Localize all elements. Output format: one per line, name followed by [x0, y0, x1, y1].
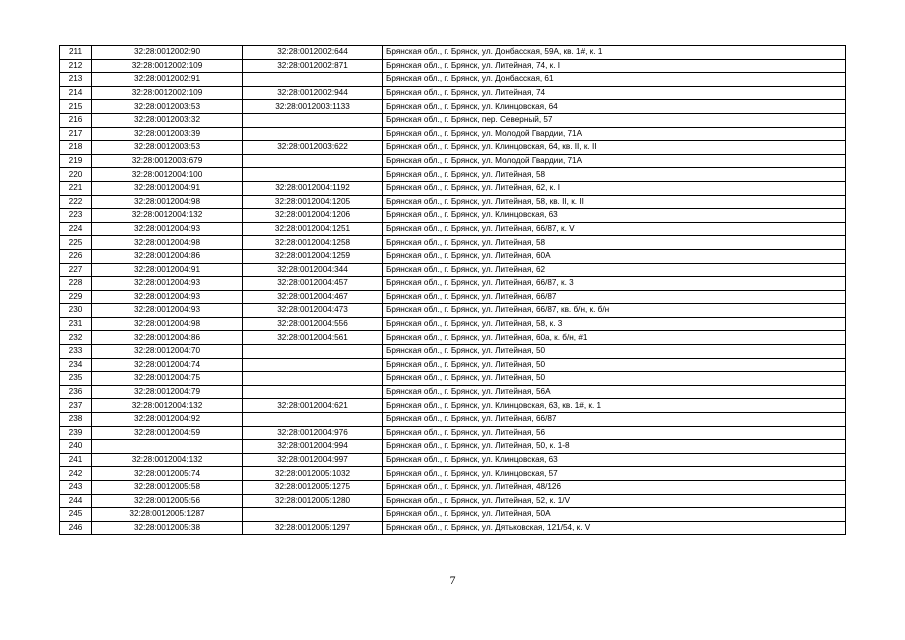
row-number-cell: 243: [60, 481, 92, 495]
address-cell: Брянская обл., г. Брянск, ул. Литейная, 60А: [383, 249, 846, 263]
row-number-cell: 235: [60, 372, 92, 386]
table-row: [60, 141, 846, 155]
table-row: [60, 453, 846, 467]
table-row: [60, 290, 846, 304]
table-body: [60, 46, 846, 535]
address-cell: Брянская обл., г. Брянск, ул. Литейная, 56А: [383, 385, 846, 399]
address-cell: Брянская обл., г. Брянск, ул. Донбасская, 59А, кв. 1#, к. 1: [383, 46, 846, 60]
row-number-cell: 237: [60, 399, 92, 413]
row-number-cell: 219: [60, 154, 92, 168]
address-cell: Брянская обл., г. Брянск, ул. Литейная, 62, к. I: [383, 181, 846, 195]
land-cadastral-number-cell: 32:28:0012004:98: [92, 236, 243, 250]
row-number-cell: 239: [60, 426, 92, 440]
table-row: [60, 481, 846, 495]
address-cell: Брянская обл., г. Брянск, ул. Литейная, 48/126: [383, 481, 846, 495]
table-row: [60, 494, 846, 508]
row-number-cell: 228: [60, 277, 92, 291]
land-cadastral-number-cell: 32:28:0012004:132: [92, 399, 243, 413]
address-cell: Брянская обл., г. Брянск, ул. Литейная, 50: [383, 372, 846, 386]
row-number-cell: 226: [60, 249, 92, 263]
row-number-cell: 215: [60, 100, 92, 114]
address-cell: Брянская обл., г. Брянск, ул. Литейная, 60а, к. б/н, #1: [383, 331, 846, 345]
object-cadastral-number-cell: 32:28:0012004:344: [243, 263, 383, 277]
land-cadastral-number-cell: 32:28:0012003:679: [92, 154, 243, 168]
object-cadastral-number-cell: 32:28:0012004:976: [243, 426, 383, 440]
land-cadastral-number-cell: 32:28:0012004:132: [92, 453, 243, 467]
address-cell: Брянская обл., г. Брянск, ул. Литейная, 66/87: [383, 413, 846, 427]
land-cadastral-number-cell: 32:28:0012005:58: [92, 481, 243, 495]
row-number-cell: 232: [60, 331, 92, 345]
address-cell: Брянская обл., г. Брянск, ул. Клинцовская, 57: [383, 467, 846, 481]
land-cadastral-number-cell: 32:28:0012002:90: [92, 46, 243, 60]
address-cell: Брянская обл., г. Брянск, ул. Литейная, 52, к. 1/V: [383, 494, 846, 508]
table-row: [60, 86, 846, 100]
address-cell: Брянская обл., г. Брянск, ул. Донбасская, 61: [383, 73, 846, 87]
table-row: [60, 372, 846, 386]
row-number-cell: 238: [60, 413, 92, 427]
address-cell: Брянская обл., г. Брянск, ул. Литейная, 74, к. I: [383, 59, 846, 73]
row-number-cell: 229: [60, 290, 92, 304]
land-cadastral-number-cell: 32:28:0012004:91: [92, 181, 243, 195]
table-row: [60, 426, 846, 440]
land-cadastral-number-cell: [92, 440, 243, 454]
table-row: [60, 440, 846, 454]
row-number-cell: 223: [60, 209, 92, 223]
table-row: [60, 358, 846, 372]
object-cadastral-number-cell: 32:28:0012002:944: [243, 86, 383, 100]
object-cadastral-number-cell: 32:28:0012004:1205: [243, 195, 383, 209]
address-cell: Брянская обл., г. Брянск, ул. Литейная, 56: [383, 426, 846, 440]
address-cell: Брянская обл., г. Брянск, ул. Литейная, 50: [383, 358, 846, 372]
table-row: [60, 127, 846, 141]
object-cadastral-number-cell: [243, 154, 383, 168]
land-cadastral-number-cell: 32:28:0012004:100: [92, 168, 243, 182]
table-row: [60, 304, 846, 318]
land-cadastral-number-cell: 32:28:0012004:86: [92, 331, 243, 345]
address-cell: Брянская обл., г. Брянск, ул. Литейная, 50: [383, 345, 846, 359]
row-number-cell: 218: [60, 141, 92, 155]
address-cell: Брянская обл., г. Брянск, ул. Литейная, 50, к. 1-8: [383, 440, 846, 454]
land-cadastral-number-cell: 32:28:0012004:93: [92, 277, 243, 291]
object-cadastral-number-cell: 32:28:0012003:1133: [243, 100, 383, 114]
land-cadastral-number-cell: 32:28:0012005:1287: [92, 508, 243, 522]
object-cadastral-number-cell: 32:28:0012003:622: [243, 141, 383, 155]
object-cadastral-number-cell: [243, 413, 383, 427]
address-cell: Брянская обл., г. Брянск, ул. Литейная, 58, к. 3: [383, 317, 846, 331]
table-row: [60, 467, 846, 481]
address-cell: Брянская обл., г. Брянск, ул. Литейная, 66/87, к. V: [383, 222, 846, 236]
row-number-cell: 230: [60, 304, 92, 318]
object-cadastral-number-cell: [243, 168, 383, 182]
address-cell: Брянская обл., г. Брянск, ул. Литейная, 58: [383, 168, 846, 182]
row-number-cell: 216: [60, 113, 92, 127]
table-row: [60, 249, 846, 263]
address-cell: Брянская обл., г. Брянск, ул. Литейная, 62: [383, 263, 846, 277]
land-cadastral-number-cell: 32:28:0012003:53: [92, 100, 243, 114]
table-row: [60, 413, 846, 427]
object-cadastral-number-cell: 32:28:0012004:1251: [243, 222, 383, 236]
address-cell: Брянская обл., г. Брянск, ул. Молодой Гвардии, 71А: [383, 127, 846, 141]
table-row: [60, 521, 846, 535]
row-number-cell: 233: [60, 345, 92, 359]
row-number-cell: 221: [60, 181, 92, 195]
address-cell: Брянская обл., г. Брянск, ул. Клинцовская, 64, кв. II, к. II: [383, 141, 846, 155]
object-cadastral-number-cell: 32:28:0012004:994: [243, 440, 383, 454]
row-number-cell: 217: [60, 127, 92, 141]
land-cadastral-number-cell: 32:28:0012003:32: [92, 113, 243, 127]
row-number-cell: 220: [60, 168, 92, 182]
object-cadastral-number-cell: [243, 113, 383, 127]
object-cadastral-number-cell: 32:28:0012004:561: [243, 331, 383, 345]
table-row: [60, 168, 846, 182]
object-cadastral-number-cell: 32:28:0012004:473: [243, 304, 383, 318]
object-cadastral-number-cell: 32:28:0012002:644: [243, 46, 383, 60]
row-number-cell: 246: [60, 521, 92, 535]
table-row: [60, 154, 846, 168]
table-row: [60, 73, 846, 87]
object-cadastral-number-cell: 32:28:0012004:1258: [243, 236, 383, 250]
table-row: [60, 222, 846, 236]
land-cadastral-number-cell: 32:28:0012004:70: [92, 345, 243, 359]
address-cell: Брянская обл., г. Брянск, ул. Дятьковская, 121/54, к. V: [383, 521, 846, 535]
object-cadastral-number-cell: [243, 358, 383, 372]
object-cadastral-number-cell: [243, 345, 383, 359]
table-row: [60, 59, 846, 73]
row-number-cell: 241: [60, 453, 92, 467]
table-row: [60, 331, 846, 345]
object-cadastral-number-cell: [243, 73, 383, 87]
row-number-cell: 236: [60, 385, 92, 399]
object-cadastral-number-cell: 32:28:0012004:1206: [243, 209, 383, 223]
table-row: [60, 345, 846, 359]
table-row: [60, 46, 846, 60]
object-cadastral-number-cell: 32:28:0012004:621: [243, 399, 383, 413]
row-number-cell: 212: [60, 59, 92, 73]
table-row: [60, 277, 846, 291]
land-cadastral-number-cell: 32:28:0012002:91: [92, 73, 243, 87]
row-number-cell: 214: [60, 86, 92, 100]
land-cadastral-number-cell: 32:28:0012004:74: [92, 358, 243, 372]
address-cell: Брянская обл., г. Брянск, ул. Литейная, 66/87, кв. б/н, к. б/н: [383, 304, 846, 318]
land-cadastral-number-cell: 32:28:0012003:39: [92, 127, 243, 141]
land-cadastral-number-cell: 32:28:0012004:98: [92, 195, 243, 209]
row-number-cell: 225: [60, 236, 92, 250]
row-number-cell: 227: [60, 263, 92, 277]
land-cadastral-number-cell: 32:28:0012005:74: [92, 467, 243, 481]
object-cadastral-number-cell: [243, 508, 383, 522]
address-cell: Брянская обл., г. Брянск, ул. Клинцовская, 64: [383, 100, 846, 114]
object-cadastral-number-cell: [243, 372, 383, 386]
table-row: [60, 317, 846, 331]
address-cell: Брянская обл., г. Брянск, ул. Литейная, 66/87, к. 3: [383, 277, 846, 291]
land-cadastral-number-cell: 32:28:0012004:92: [92, 413, 243, 427]
row-number-cell: 231: [60, 317, 92, 331]
object-cadastral-number-cell: 32:28:0012004:1192: [243, 181, 383, 195]
table-row: [60, 100, 846, 114]
land-cadastral-number-cell: 32:28:0012002:109: [92, 86, 243, 100]
object-cadastral-number-cell: 32:28:0012005:1275: [243, 481, 383, 495]
land-cadastral-number-cell: 32:28:0012004:93: [92, 304, 243, 318]
object-cadastral-number-cell: [243, 385, 383, 399]
row-number-cell: 240: [60, 440, 92, 454]
row-number-cell: 224: [60, 222, 92, 236]
land-cadastral-number-cell: 32:28:0012004:132: [92, 209, 243, 223]
row-number-cell: 211: [60, 46, 92, 60]
land-cadastral-number-cell: 32:28:0012002:109: [92, 59, 243, 73]
land-cadastral-number-cell: 32:28:0012005:38: [92, 521, 243, 535]
land-cadastral-number-cell: 32:28:0012004:86: [92, 249, 243, 263]
object-cadastral-number-cell: 32:28:0012005:1297: [243, 521, 383, 535]
address-cell: Брянская обл., г. Брянск, ул. Клинцовская, 63, кв. 1#, к. 1: [383, 399, 846, 413]
object-cadastral-number-cell: 32:28:0012004:997: [243, 453, 383, 467]
address-cell: Брянская обл., г. Брянск, ул. Литейная, 74: [383, 86, 846, 100]
object-cadastral-number-cell: [243, 127, 383, 141]
row-number-cell: 234: [60, 358, 92, 372]
address-cell: Брянская обл., г. Брянск, ул. Литейная, 66/87: [383, 290, 846, 304]
address-cell: Брянская обл., г. Брянск, ул. Литейная, 58, кв. II, к. II: [383, 195, 846, 209]
address-cell: Брянская обл., г. Брянск, ул. Клинцовская, 63: [383, 453, 846, 467]
table-row: [60, 508, 846, 522]
table-row: [60, 385, 846, 399]
object-cadastral-number-cell: 32:28:0012004:1259: [243, 249, 383, 263]
table-row: [60, 113, 846, 127]
land-cadastral-number-cell: 32:28:0012004:91: [92, 263, 243, 277]
row-number-cell: 245: [60, 508, 92, 522]
page-number: 7: [449, 573, 456, 587]
object-cadastral-number-cell: 32:28:0012005:1032: [243, 467, 383, 481]
land-cadastral-number-cell: 32:28:0012004:75: [92, 372, 243, 386]
table-row: [60, 195, 846, 209]
address-cell: Брянская обл., г. Брянск, ул. Клинцовская, 63: [383, 209, 846, 223]
object-cadastral-number-cell: 32:28:0012004:556: [243, 317, 383, 331]
table-row: [60, 236, 846, 250]
object-cadastral-number-cell: 32:28:0012005:1280: [243, 494, 383, 508]
address-cell: Брянская обл., г. Брянск, ул. Молодой Гвардии, 71А: [383, 154, 846, 168]
table-row: [60, 181, 846, 195]
object-cadastral-number-cell: 32:28:0012004:467: [243, 290, 383, 304]
object-cadastral-number-cell: 32:28:0012002:871: [243, 59, 383, 73]
row-number-cell: 222: [60, 195, 92, 209]
cadastral-table: [59, 45, 846, 535]
land-cadastral-number-cell: 32:28:0012004:93: [92, 290, 243, 304]
object-cadastral-number-cell: 32:28:0012004:457: [243, 277, 383, 291]
address-cell: Брянская обл., г. Брянск, пер. Северный, 57: [383, 113, 846, 127]
land-cadastral-number-cell: 32:28:0012004:98: [92, 317, 243, 331]
land-cadastral-number-cell: 32:28:0012004:93: [92, 222, 243, 236]
row-number-cell: 213: [60, 73, 92, 87]
address-cell: Брянская обл., г. Брянск, ул. Литейная, 50А: [383, 508, 846, 522]
table-row: [60, 209, 846, 223]
table-row: [60, 399, 846, 413]
land-cadastral-number-cell: 32:28:0012004:79: [92, 385, 243, 399]
address-cell: Брянская обл., г. Брянск, ул. Литейная, 58: [383, 236, 846, 250]
table-row: [60, 263, 846, 277]
land-cadastral-number-cell: 32:28:0012003:53: [92, 141, 243, 155]
land-cadastral-number-cell: 32:28:0012004:59: [92, 426, 243, 440]
land-cadastral-number-cell: 32:28:0012005:56: [92, 494, 243, 508]
row-number-cell: 242: [60, 467, 92, 481]
row-number-cell: 244: [60, 494, 92, 508]
